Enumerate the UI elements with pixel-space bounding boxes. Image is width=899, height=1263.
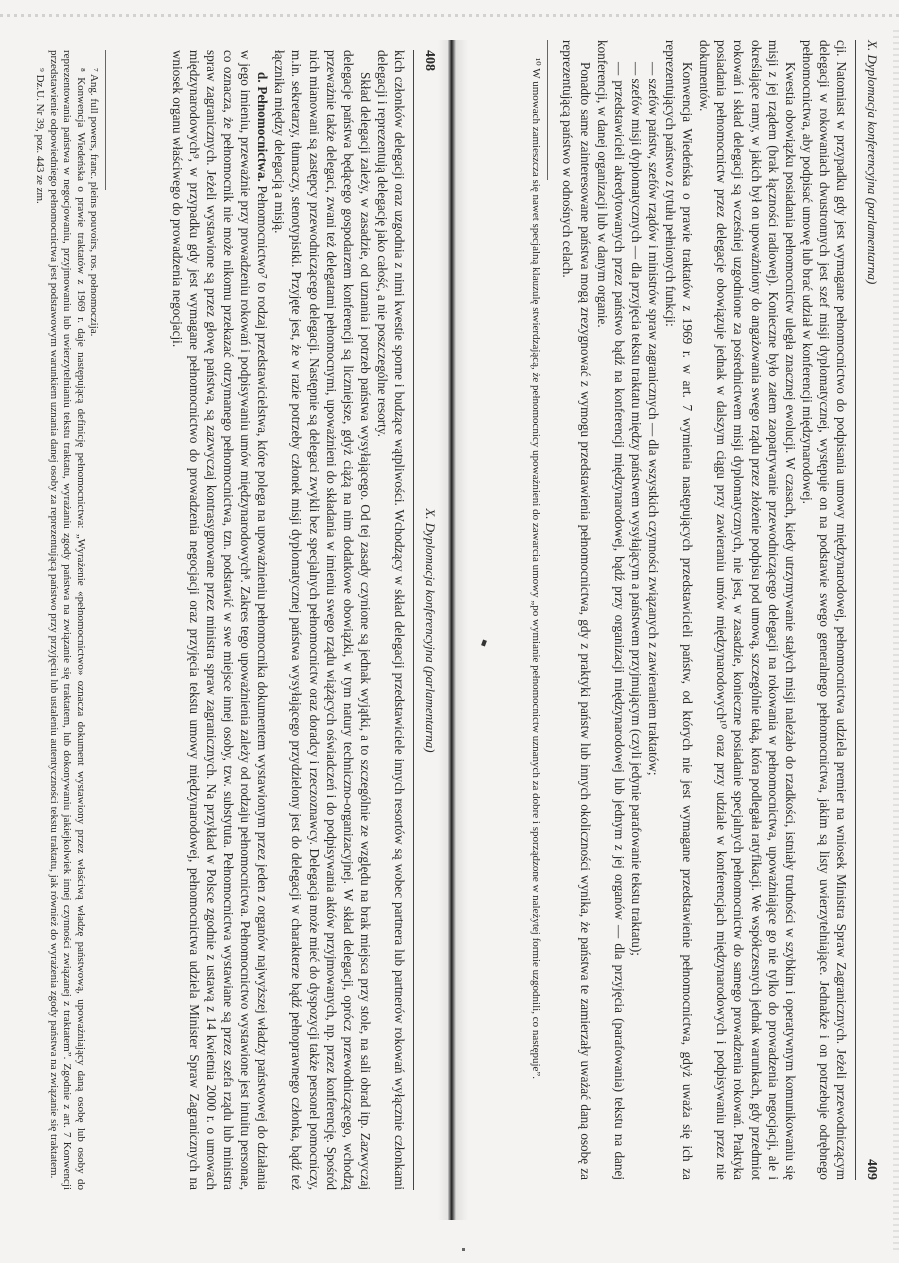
list-item: — szefów misji dyplomatycznych — dla przyjęcia tekstu traktatu między państwem wysyłającym a państwem przyjmującym (czyli jedynie parafowanie tekstu traktatu); <box>628 62 644 956</box>
paragraph: Ponadto same zainteresowane państwa mogą zrezygnować z wymogu przedstawienia pełnomocnictwa, gdy z praktyki państw lub innych okoliczności wynika, że państwa te zamierzały uważać daną osobę za reprezentującą państwo w odnośnych celach. <box>560 40 593 1180</box>
scan-speck <box>462 1248 465 1251</box>
scan-edge-top <box>0 14 899 17</box>
section-text: Pełnomocnictwo⁷ to rodzaj przedstawicielstwa, które polega na upoważnieniu pełnomocnika dokumentem wystawionym przez jeden z organów najwyższej władzy państwowej do działania w jego imieniu, przeważnie przy prowadzeniu rokowań i podpisywaniu umów międzynarodowych⁸. Zakres tego upoważnienia zależy od rodzaju pełnomocnictwa. Pełnomocnictwo wystawione jest intuitu personae, co oznacza, że pełnomocnik nie może nikomu przekazać otrzymanego pełnomocnictwa, tzn. podstawić w swe miejsce innej osoby, tzw. substytuta. Pełnomocnictwa wystawiane są przez szefa rządu lub ministra spraw zagranicznych. Jeżeli wystawione są przez głowę państwa, są zazwyczaj kontrasygnowane przez ministra spraw zagranicznych. Na przykład w Polsce zgodnie z ustawą z 14 kwietnia 2000 r. o umowach międzynarodowych⁹, w przypadku gdy jest wymagane pełnomocnictwo do prowadzenia negocjacji oraz przyjęcia tekstu umowy międzynarodowej, pełnomocnictwa udziela Minister Spraw Zagranicznych na wniosek organu właściwego do prowadzenia negocjacji. <box>169 50 271 1191</box>
paragraph: Skład delegacji zależy, w zasadzie, od uznania i potrzeb państwa wysyłającego. Od tej zasady czynione są jednak wyjątki, a to szczególnie ze względu na brak miejsca przy stole, na sali obrad itp. Zazwyczaj delegacje państwa będącego gospodarzem konferencji są liczniejsze, gdyż ciążą na nim dodatkowe obowiązki, w tym natury techniczno-organizacyjnej. W skład delegacji, oprócz przewodniczącego, wchodzą przeważnie także delegaci, zwani też delegatami pełnomocnymi, upoważnieni do składania w imieniu swego rządu wiążących oświadczeń i do podpisywania aktów przyjmowanych, np. przez konferencję. Spośród nich mianowani są zastępcy przewodniczącego delegacji. Następnie są delegaci zwykli bez specjalnych pełnomocnictw oraz doradcy i rzeczoznawcy. Delegacja może mieć do dyspozycji także personel pomocniczy, m.in. sekretarzy, tłumaczy, stenotypistki. Przyjęte jest, że w razie potrzeby członek misji dyplomatycznej państwa wysyłającego przydzielony jest do delegacji w charakterze bądź pełnoprawnego członka, bądź też łącznika między delegacją a misją. <box>272 50 373 1190</box>
section-title: d. Pełnomocnictwa. <box>255 72 271 182</box>
footnote: ¹⁰ W umowach zamieszcza się nawet specjalną klauzulę stwierdzającą, że pełnomocnicy upoważnieni do zawarcia umowy „po wymianie pełnomocnictw uznanych za dobre i sporządzone w należytej formie uzgodnili, co następuje”. <box>530 58 542 1080</box>
right-page-footnotes <box>460 40 542 1180</box>
paragraph: kich członków delegacji oraz uzgodnia z nimi kwestie sporne i budzące wątpliwości. Wchodzący w skład delegacji przedstawiciele innych resortów są wobec partnera lub partnerów rokowań wyłącznie członkami delegacji i reprezentują delegację jako całość, a nie poszczególne resorty. <box>374 50 407 1190</box>
right-page-body <box>550 40 850 1180</box>
footnote-rule <box>105 50 106 190</box>
scan-edge-right <box>893 30 899 1250</box>
footnote: ⁹ Dz.U. Nr 39, poz. 443 ze zm. <box>34 68 47 204</box>
list-item: — przedstawicieli akredytowanych przez państwo bądź na konferencji międzynarodowej, bądź przy organizacji międzynarodowej lub jednym z jej organów — dla przyjęcia (parafowania) tekstu na danej konferencji, w danej organizacji lub w danym organie. <box>594 40 627 1180</box>
page-number: 409 <box>864 1159 879 1180</box>
right-page-header <box>855 40 880 1180</box>
list-item: — szefów państw, szefów rządów i ministrów spraw zagranicznych — dla wszystkich czynności związanych z zawieraniem traktatów; <box>645 62 661 776</box>
footnote: ⁷ Ang. full powers, franc. pleins pouvoirs, ros. połnomoczija. <box>88 68 100 337</box>
paragraph: Konwencja Wiedeńska o prawie traktatów z 1969 r. w art. 7 wymienia następujących przedstawicieli państw, od których nie jest wymagane przedstawienie pełnomocnictwa, gdyż uważa się ich za reprezentujących państwo z tytułu pełnionych funkcji: <box>663 40 696 1180</box>
running-head: X. Dyplomacja konferencyjna (parlamentarna) <box>865 40 880 285</box>
left-page-body <box>108 50 408 1190</box>
right-page <box>460 40 880 1180</box>
footnote: ⁸ Konwencja Wiedeńska o prawie traktatów z 1969 r. daje następującą definicję pełnomocnictwa: „Wyrażenie «pełnomocnictwo» oznacza dokument wystawiony przez właściwą władzę państwową, upoważniający daną osobę lub osoby do reprezentowania państwa w negocjowaniu, przyjmowaniu lub uwierzytelnianiu tekstu traktatu, wyrażaniu zgody państwa na związanie się traktatem, lub dokonywaniu jakiejkolwiek innej czynności związanej z traktatem”. Zgodnie z art. 7 Konwencji przedstawienie odpowiedniego pełnomocnictwa jest podstawowym warunkiem uznania danej osoby za reprezentującą państwo przy przyjęciu lub ustaleniu autentyczności tekstu traktatu, jak również do wyrażenia zgody państwa na związanie się traktatem. <box>47 50 87 1190</box>
footnote-rule <box>547 40 548 180</box>
paragraph: cji. Natomiast w przypadku gdy jest wymagane pełnomocnictwo do podpisania umowy międzynarodowej, pełnomocnictwa udziela premier na wniosek Ministra Spraw Zagranicznych. Jeżeli przewodniczącym delegacji w rokowaniach dwustronnych jest szef misji dyplomatycznej, występuje on na podstawie swego generalnego pełnomocnictwa, jakim są listy uwierzytelniające. Jednakże i on potrzebuje odrębnego pełnomocnictwa, aby podpisać umowę lub brać udział w konferencji międzynarodowej. <box>799 40 849 1180</box>
paragraph: Kwestia obowiązku posiadania pełnomocnictw uległa znacznej ewolucji. W czasach, kiedy utrzymywanie stałych misji należało do rzadkości, istniały trudności w szybkim i operatywnym komunikowaniu się misji z jej rządem (brak łączności radiowej). Konieczne było zatem zaopatrywanie przewodniczącego delegacji na rokowania w pełnomocnictwa, upoważniające go nie tylko do prowadzenia negocjacji, ale i określające ramy, w jakich był on upoważniony do angażowania swego rządu przez złożenie podpisu pod umową, szczególnie taką, która podlegała ratyfikacji. We współczesnych jednak warunkach, gdy przedmiot rokowań i skład delegacji są wcześniej uzgodnione za pośrednictwem misji dyplomatycznych, nie jest, w zasadzie, konieczne posiadanie specjalnych pełnomocnictw do samego prowadzenia rokowań. Praktyka posiadania pełnomocnictw przez delegacje obowiązuje jednak w dalszym ciągu przy zawieraniu umów międzynarodowych¹⁰ oraz przy udziale w konferencjach międzynarodowych i podpisywaniu przez nie dokumentów. <box>697 40 798 1180</box>
running-head: X. Dyplomacja konferencyjna (parlamentarna) <box>423 508 438 753</box>
left-page-footnotes <box>18 50 100 1190</box>
book-gutter <box>448 40 456 1220</box>
section-paragraph <box>169 50 272 1190</box>
left-page <box>18 50 438 1190</box>
page-number: 408 <box>422 50 437 71</box>
left-page-header <box>413 50 438 1190</box>
